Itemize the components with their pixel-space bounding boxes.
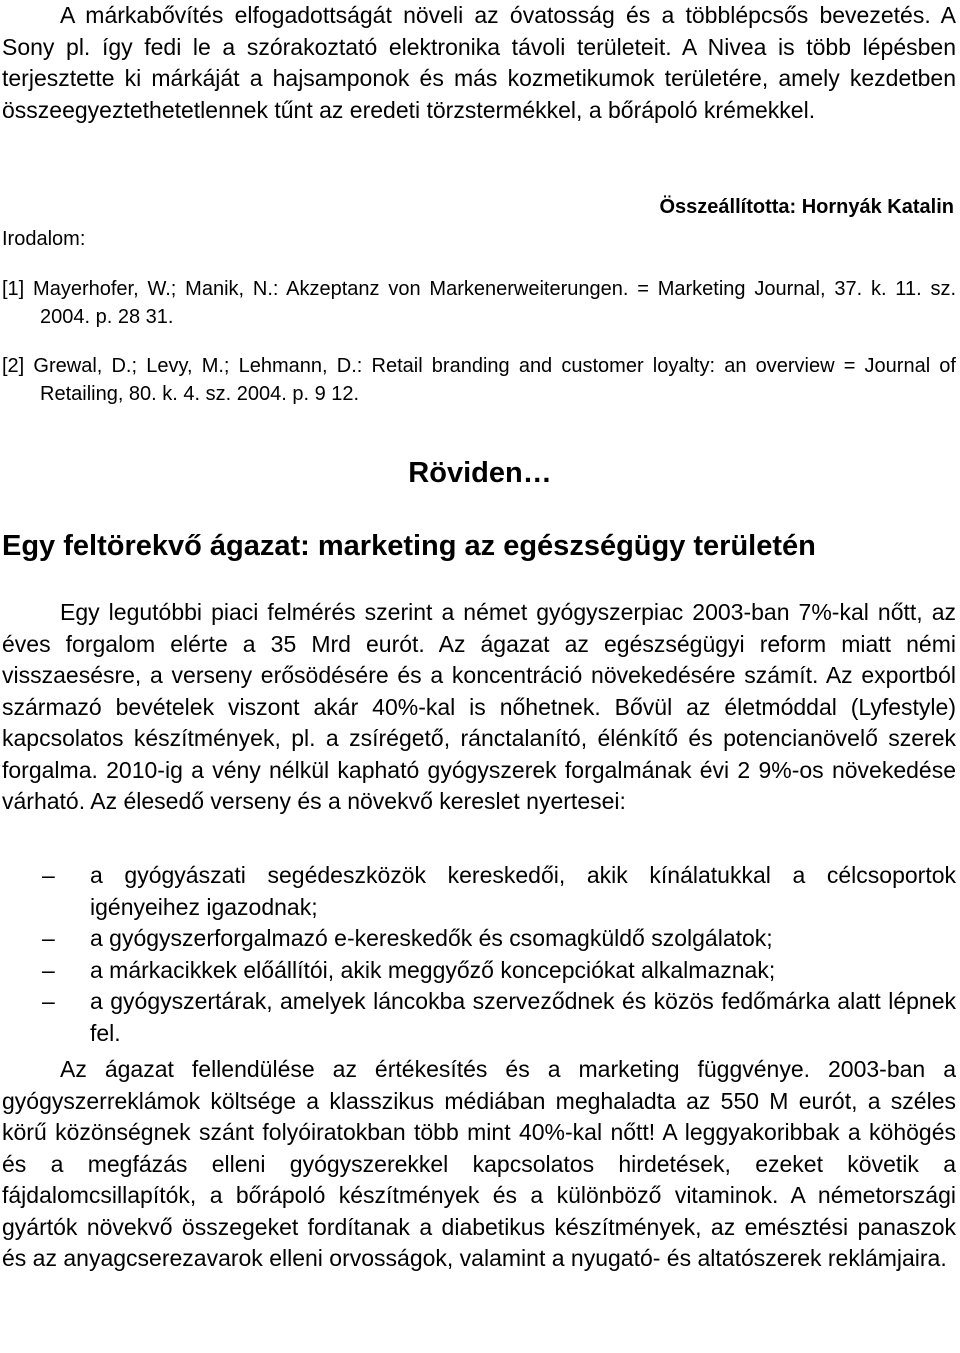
- list-item: [2, 986, 956, 1049]
- list-item: [2, 860, 956, 923]
- reference-item: [2] Grewal, D.; Levy, M.; Lehmann, D.: Retail branding and customer loyalty: an overview = Journal of Retailing, 80. k. 4. sz. 2004. p. 9 12.: [2, 355, 956, 405]
- body-paragraph: Egy legutóbbi piaci felmérés szerint a német gyógyszerpiac 2003-ban 7%-kal nőtt, az éves forgalom elérte a 35 Mrd eurót. Az ágazat az egészségügyi reform miatt némi visszaesésre, a verseny erősödésére és a koncentráció növekedésére számít. Az exportból származó bevételek viszont akár 40%-kal is nőhetnek. Bővül az életmóddal (Lyfestyle) kapcsolatos készítmények, pl. a zsírégető, ránctalanító, élénkítő és potencianövelő szerek forgalma. 2010-ig a vény nélkül kapható gyógyszerek forgalmának évi 2 9%-os növekedése várható. Az élesedő verseny és a növekvő kereslet nyertesei:: [2, 599, 956, 814]
- list-item: [2, 923, 956, 955]
- list-item-text: a gyógyászati segédeszközök kereskedői, akik kínálatukkal a célcsoportok igényeihez igazodnak;: [90, 862, 956, 920]
- bullet-dash: –: [42, 956, 55, 983]
- reference-item: [1] Mayerhofer, W.; Manik, N.: Akzeptanz von Markenerweiterungen. = Marketing Journal, 37. k. 11. sz. 2004. p. 28 31.: [2, 278, 956, 328]
- intro-paragraph: A márkabővítés elfogadottságát növeli az óvatosság és a többlépcsős bevezetés. A Sony pl. így fedi le a szórakoztató elektronika távoli területeit. A Nivea is több lépésben terjesztette ki márkáját a hajsamponok és más kozmetikumok területére, amely kezdetben összeegyeztethetetlennek tűnt az eredeti törzstermékkel, a bőrápoló krémekkel.: [2, 2, 956, 123]
- article-title: Egy feltörekvő ágazat: marketing az egészségügy területén: [2, 530, 816, 562]
- list-item: [2, 955, 956, 987]
- bullet-dash: –: [42, 862, 55, 888]
- bullet-dash: –: [42, 925, 55, 951]
- list-item-text: a márkacikkek előállítói, akik meggyőző koncepciókat alkalmaznak;: [90, 956, 776, 983]
- winners-list: [2, 860, 956, 1049]
- summary-heading: Röviden…: [408, 457, 552, 489]
- list-item-text: a gyógyszertárak, amelyek láncokba szerveződnek és közös fedőmárka alatt lépnek fel.: [90, 988, 956, 1046]
- body-paragraph: Az ágazat fellendülése az értékesítés és a marketing függvénye. 2003-ban a gyógyszerreklámok költsége a klasszikus médiában meghaladta az 550 M eurót, a széles körű közönségnek szánt folyóiratokban több mint 40%-kal nőtt! A leggyakoribbak a köhögés és a megfázás elleni gyógyszerekkel kapcsolatos hirdetések, ezeket követik a fájdalomcsillapítók, a bőrápoló készítmények és a különböző vitaminok. A németországi gyártók növekvő összegeket fordítanak a diabetikus készítmények, az emésztési panaszok és az anyagcserezavarok elleni orvosságok, valamint a nyugató- és altatószerek reklámjaira.: [2, 1056, 956, 1271]
- author-credit: Összeállította: Hornyák Katalin: [659, 196, 954, 218]
- literature-heading: Irodalom:: [2, 228, 86, 250]
- bullet-dash: –: [42, 988, 55, 1014]
- list-item-text: a gyógyszerforgalmazó e-kereskedők és csomagküldő szolgálatok;: [90, 925, 773, 951]
